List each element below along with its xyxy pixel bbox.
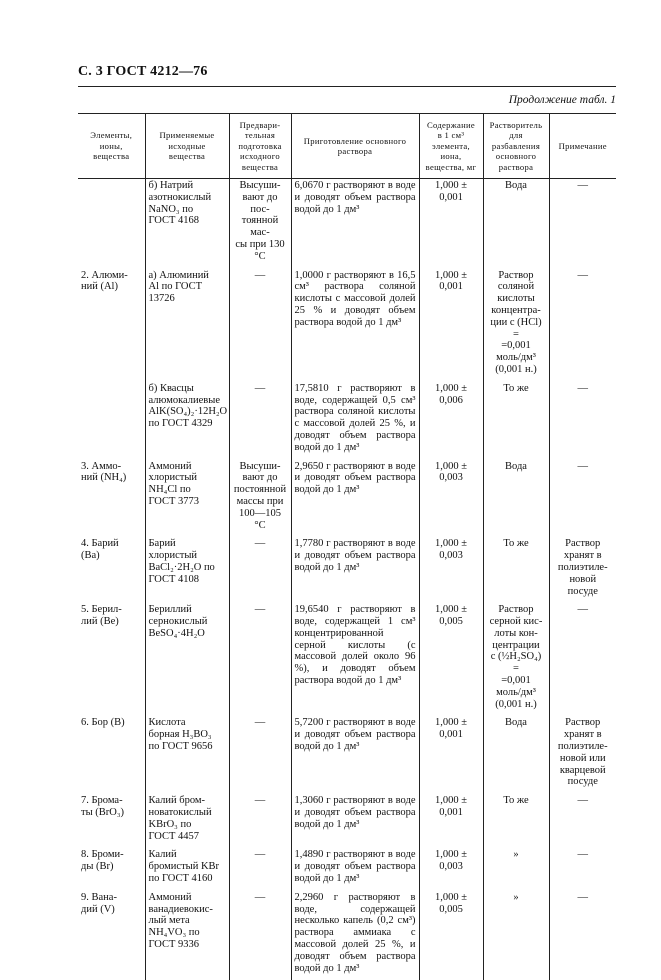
row-note bbox=[549, 716, 616, 794]
row-element-text: 3. Аммо- ний (NH₄) bbox=[81, 461, 142, 485]
row-solvent bbox=[483, 848, 549, 890]
table-row bbox=[78, 537, 616, 603]
table-row bbox=[78, 382, 616, 460]
row-source-text: Кислота борная H₃BO₃ по ГОСТ 9656 bbox=[149, 717, 226, 752]
row-source-text: Калий бром- новатокислый KBrO₃ по ГОСТ 4457 bbox=[149, 795, 226, 842]
row-preparation bbox=[291, 179, 419, 269]
row-preparation bbox=[291, 537, 419, 603]
row-pretreatment-text: — bbox=[233, 383, 288, 395]
row-content bbox=[419, 460, 483, 538]
row-content-text: 1,000 ± 0,003 bbox=[423, 538, 480, 562]
row-content bbox=[419, 891, 483, 980]
row-solvent bbox=[483, 460, 549, 538]
row-pretreatment-text: — bbox=[233, 270, 288, 282]
row-element bbox=[78, 716, 145, 794]
row-content-text: 1,000 ± 0,003 bbox=[423, 461, 480, 485]
row-source bbox=[145, 179, 229, 269]
table-row bbox=[78, 269, 616, 382]
row-preparation bbox=[291, 269, 419, 382]
row-content bbox=[419, 716, 483, 794]
row-content bbox=[419, 179, 483, 269]
row-note-text: — bbox=[553, 849, 614, 861]
page-header: С. 3 ГОСТ 4212—76 bbox=[78, 64, 208, 80]
row-pretreatment bbox=[229, 269, 291, 382]
row-pretreatment-text: Высуши- вают до постоянной массы при 100—105 °С bbox=[233, 461, 288, 532]
row-pretreatment bbox=[229, 848, 291, 890]
row-solvent-text: То же bbox=[487, 383, 546, 395]
row-source bbox=[145, 382, 229, 460]
row-source-text: б) Квасцы алюмокалиевые AlK(SO₄)₂·12H₂O по ГОСТ 4329 bbox=[149, 383, 226, 430]
row-content-text: 1,000 ± 0,001 bbox=[423, 270, 480, 294]
row-solvent-text: » bbox=[487, 892, 546, 904]
row-element bbox=[78, 537, 145, 603]
row-note bbox=[549, 382, 616, 460]
row-solvent bbox=[483, 269, 549, 382]
table-header-row bbox=[78, 114, 616, 179]
row-source-text: б) Натрий азотнокислый NaNO₃ по ГОСТ 4168 bbox=[149, 180, 226, 227]
row-content-text: 1,000 ± 0,005 bbox=[423, 604, 480, 628]
row-note-text: — bbox=[553, 383, 614, 395]
row-preparation bbox=[291, 716, 419, 794]
standards-table bbox=[78, 113, 616, 980]
row-pretreatment bbox=[229, 603, 291, 716]
row-preparation-text: 1,7780 г растворяют в воде и доводят объем раствора водой до 1 дм³ bbox=[295, 538, 416, 573]
row-source bbox=[145, 537, 229, 603]
row-preparation bbox=[291, 794, 419, 848]
row-preparation-text: 2,2960 г растворяют в воде, содержащей несколько капель (0,2 см³) раствора аммиака с массовой долей 25 %, и доводят объем раствора водой до 1 дм³ bbox=[295, 892, 416, 975]
table-continuation-label: Продолжение табл. 1 bbox=[509, 94, 616, 106]
row-note bbox=[549, 269, 616, 382]
row-pretreatment-text: — bbox=[233, 849, 288, 861]
row-pretreatment-text: — bbox=[233, 795, 288, 807]
row-solvent-text: Вода bbox=[487, 180, 546, 192]
row-content bbox=[419, 382, 483, 460]
header-solvent: Растворитель для разбавления основного раствора bbox=[483, 114, 549, 179]
row-note bbox=[549, 848, 616, 890]
row-source bbox=[145, 848, 229, 890]
row-element-text: 5. Берил- лий (Be) bbox=[81, 604, 142, 628]
header-elements: Элементы, ионы, вещества bbox=[78, 114, 145, 179]
row-content bbox=[419, 794, 483, 848]
row-solvent bbox=[483, 179, 549, 269]
row-pretreatment-text: — bbox=[233, 538, 288, 550]
row-preparation-text: 1,4890 г растворяют в воде и доводят объем раствора водой до 1 дм³ bbox=[295, 849, 416, 884]
row-pretreatment-text: — bbox=[233, 717, 288, 729]
row-content bbox=[419, 848, 483, 890]
row-pretreatment-text: Высуши- вают до пос- тоянной мас- сы при 130 °С bbox=[233, 180, 288, 263]
table-row bbox=[78, 891, 616, 980]
row-note-text: — bbox=[553, 604, 614, 616]
row-source-text: Калий бромистый KBr по ГОСТ 4160 bbox=[149, 849, 226, 884]
row-element-text: 8. Броми- ды (Br) bbox=[81, 849, 142, 873]
table-row bbox=[78, 460, 616, 538]
header-source-substances: Применяемые исходные вещества bbox=[145, 114, 229, 179]
row-element bbox=[78, 794, 145, 848]
table-row bbox=[78, 794, 616, 848]
row-note-text: — bbox=[553, 270, 614, 282]
row-pretreatment-text: — bbox=[233, 892, 288, 904]
row-content bbox=[419, 603, 483, 716]
row-source-text: а) Алюминий Al по ГОСТ 13726 bbox=[149, 270, 226, 305]
row-solvent bbox=[483, 794, 549, 848]
row-source bbox=[145, 794, 229, 848]
row-note bbox=[549, 794, 616, 848]
row-preparation bbox=[291, 603, 419, 716]
row-pretreatment bbox=[229, 537, 291, 603]
row-element bbox=[78, 179, 145, 269]
row-note-text: — bbox=[553, 180, 614, 192]
row-solvent-text: » bbox=[487, 849, 546, 861]
row-preparation-text: 5,7200 г растворяют в воде и доводят объем раствора водой до 1 дм³ bbox=[295, 717, 416, 752]
row-content-text: 1,000 ± 0,006 bbox=[423, 383, 480, 407]
row-solvent-text: Раствор серной кис- лоты кон- центрации c (½H₂SO₄) = =0,001 моль/дм³ (0,001 н.) bbox=[487, 604, 546, 710]
row-preparation bbox=[291, 848, 419, 890]
row-content-text: 1,000 ± 0,001 bbox=[423, 180, 480, 204]
row-preparation bbox=[291, 891, 419, 980]
row-element-text: 6. Бор (B) bbox=[81, 717, 142, 729]
row-pretreatment bbox=[229, 382, 291, 460]
row-content bbox=[419, 269, 483, 382]
table-body bbox=[78, 179, 616, 980]
row-element-text: 2. Алюми- ний (Al) bbox=[81, 270, 142, 294]
row-note-text: — bbox=[553, 461, 614, 473]
row-pretreatment bbox=[229, 891, 291, 980]
table-row bbox=[78, 179, 616, 269]
row-source-text: Бериллий сернокислый BeSO₄·4H₂O bbox=[149, 604, 226, 639]
row-pretreatment bbox=[229, 716, 291, 794]
row-solvent-text: Раствор соляной кислоты концентра- ции c (HCl) = =0,001 моль/дм³ (0,001 н.) bbox=[487, 270, 546, 376]
row-element bbox=[78, 603, 145, 716]
table-row bbox=[78, 603, 616, 716]
row-note-text: — bbox=[553, 795, 614, 807]
row-preparation-text: 1,0000 г растворяют в 16,5 см³ раствора соляной кислоты с массовой долей 25 % и доводят объем раствора водой до 1 дм³ bbox=[295, 270, 416, 329]
header-note: Примечание bbox=[549, 114, 616, 179]
row-element bbox=[78, 269, 145, 382]
row-source bbox=[145, 269, 229, 382]
row-note bbox=[549, 537, 616, 603]
table-row bbox=[78, 716, 616, 794]
row-element bbox=[78, 891, 145, 980]
row-note-text: — bbox=[553, 892, 614, 904]
header-content: Содержание в 1 см³ элемента, иона, вещества, мг bbox=[419, 114, 483, 179]
row-source bbox=[145, 603, 229, 716]
row-preparation-text: 1,3060 г растворяют в воде и доводят объем раствора водой до 1 дм³ bbox=[295, 795, 416, 830]
row-element bbox=[78, 848, 145, 890]
row-element bbox=[78, 382, 145, 460]
row-element-text: 7. Брома- ты (BrO₃) bbox=[81, 795, 142, 819]
row-source bbox=[145, 460, 229, 538]
row-source bbox=[145, 716, 229, 794]
row-solvent bbox=[483, 716, 549, 794]
row-source-text: Барий хлористый BaCl₂·2H₂O по ГОСТ 4108 bbox=[149, 538, 226, 585]
header-preparation: Приготовление основного раствора bbox=[291, 114, 419, 179]
row-pretreatment bbox=[229, 460, 291, 538]
header-pretreatment: Предвари- тельная подготовка исходного вещества bbox=[229, 114, 291, 179]
row-content-text: 1,000 ± 0,001 bbox=[423, 717, 480, 741]
row-pretreatment-text: — bbox=[233, 604, 288, 616]
row-solvent bbox=[483, 382, 549, 460]
row-note bbox=[549, 891, 616, 980]
row-content bbox=[419, 537, 483, 603]
row-note bbox=[549, 460, 616, 538]
row-preparation bbox=[291, 460, 419, 538]
row-solvent bbox=[483, 603, 549, 716]
row-solvent-text: Вода bbox=[487, 717, 546, 729]
row-content-text: 1,000 ± 0,003 bbox=[423, 849, 480, 873]
row-preparation-text: 19,6540 г растворяют в воде, содержащей 1 см³ концентрированной серной кислоты (с массовой долей около 96 %), и доводят объем раствора водой до 1 дм³ bbox=[295, 604, 416, 687]
row-preparation-text: 17,5810 г растворяют в воде, содержащей 0,5 см³ раствора соляной кислоты с массовой долей 25 %, и доводят объем раствора водой до 1 дм³ bbox=[295, 383, 416, 454]
row-pretreatment bbox=[229, 794, 291, 848]
row-solvent bbox=[483, 537, 549, 603]
row-note bbox=[549, 603, 616, 716]
row-preparation-text: 2,9650 г растворяют в воде и доводят объем раствора водой до 1 дм³ bbox=[295, 461, 416, 496]
row-element bbox=[78, 460, 145, 538]
row-element-text: 9. Вана- дий (V) bbox=[81, 892, 142, 916]
row-element-text: 4. Барий (Ba) bbox=[81, 538, 142, 562]
row-source bbox=[145, 891, 229, 980]
row-solvent bbox=[483, 891, 549, 980]
row-solvent-text: То же bbox=[487, 795, 546, 807]
row-preparation-text: 6,0670 г растворяют в воде и доводят объем раствора водой до 1 дм³ bbox=[295, 180, 416, 215]
row-note-text: Раствор хранят в полиэтиле- новой или кварцевой посуде bbox=[553, 717, 614, 788]
row-pretreatment bbox=[229, 179, 291, 269]
row-note-text: Раствор хранят в полиэтиле- новой посуде bbox=[553, 538, 614, 597]
table-row bbox=[78, 848, 616, 890]
row-preparation bbox=[291, 382, 419, 460]
row-content-text: 1,000 ± 0,001 bbox=[423, 795, 480, 819]
header-rule bbox=[78, 86, 616, 87]
row-content-text: 1,000 ± 0,005 bbox=[423, 892, 480, 916]
row-note bbox=[549, 179, 616, 269]
row-solvent-text: То же bbox=[487, 538, 546, 550]
row-source-text: Аммоний хлористый NH₄Cl по ГОСТ 3773 bbox=[149, 461, 226, 508]
row-source-text: Аммоний ванадиевокис- лый мета NH₄VO₃ по ГОСТ 9336 bbox=[149, 892, 226, 951]
row-solvent-text: Вода bbox=[487, 461, 546, 473]
